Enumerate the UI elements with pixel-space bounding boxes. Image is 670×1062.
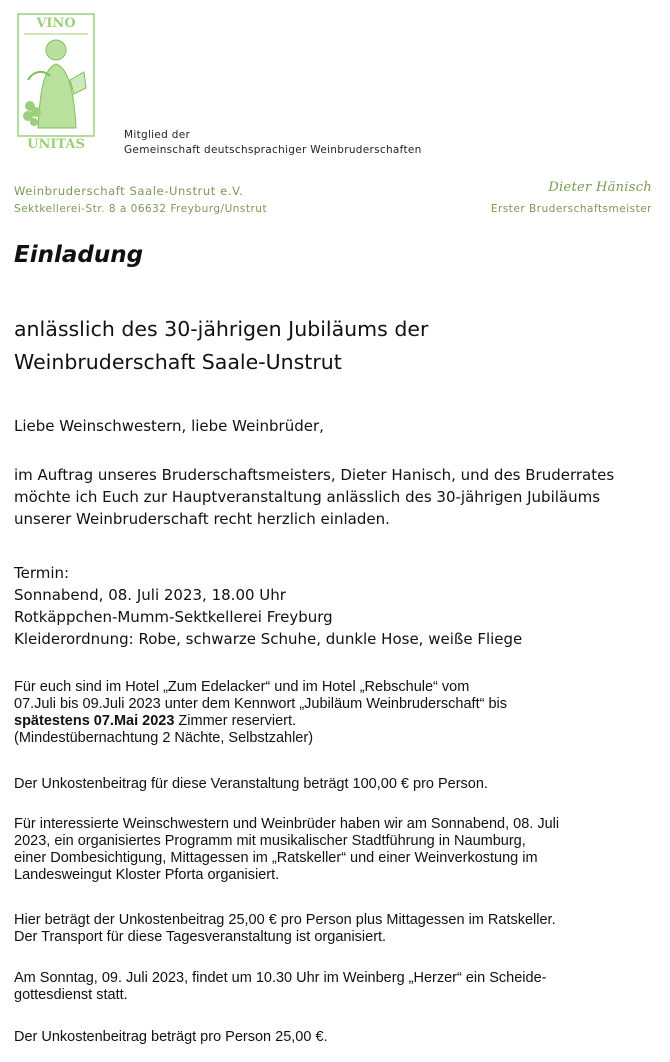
hotel-line: Für euch sind im Hotel „Zum Edelacker“ und im Hotel „Rebschule“ vom [14,679,470,695]
intro-line: unserer Weinbruderschaft recht herzlich einladen. [14,510,390,528]
program-line: einer Dombesichtigung, Mittagessen im „Ratskeller“ und einer Weinverkostung im [14,850,538,866]
master-title: Erster Bruderschaftsmeister [490,203,652,215]
hotel-paragraph [14,679,659,747]
subtitle-line: anlässlich des 30-jährigen Jubiläums der [14,317,429,341]
master-signature: Dieter Hänisch [548,180,652,195]
program-cost-line: Der Transport für diese Tagesveranstaltung ist organisiert. [14,929,387,945]
termin-location: Rotkäppchen-Mumm-Sektkellerei Freyburg [14,608,333,626]
hotel-line-rest: Zimmer reserviert. [174,713,297,729]
program-line: Landesweingut Kloster Pforta organisiert. [14,867,280,883]
org-address: Sektkellerei-Str. 8 a 06632 Freyburg/Unstrut [14,203,268,215]
hotel-line: (Mindestübernachtung 2 Nächte, Selbstzahler) [14,730,314,746]
vino-unitas-emblem-icon [14,10,98,152]
svg-text:VINO: VINO [36,16,76,31]
page-title: Einladung [14,242,144,268]
greeting: Liebe Weinschwestern, liebe Weinbrüder, [14,417,324,435]
program-line: 2023, ein organisiertes Programm mit musikalischer Stadtführung in Naumburg, [14,833,526,849]
program-line: Für interessierte Weinschwestern und Weinbrüder haben wir am Sonnabend, 08. Juli [14,816,560,832]
program-cost-paragraph [14,912,659,946]
termin-label: Termin: [14,564,70,582]
membership-line-1: Mitglied der [124,129,191,141]
intro-line: möchte ich Euch zur Hauptveranstaltung anlässlich des 30-jährigen Jubiläums [14,488,601,506]
sunday-line: gottesdienst statt. [14,987,128,1003]
svg-text:UNITAS: UNITAS [27,137,85,152]
sunday-paragraph [14,970,659,1004]
reservation-deadline: spätestens 07.Mai 2023 [14,713,175,729]
program-cost-line: Hier beträgt der Unkostenbeitrag 25,00 € pro Person plus Mittagessen im Ratskeller. [14,912,556,928]
membership-line-2: Gemeinschaft deutschsprachiger Weinbruderschaften [124,144,422,156]
sunday-line: Am Sonntag, 09. Juli 2023, findet um 10.30 Uhr im Weinberg „Herzer“ ein Scheide- [14,970,547,986]
membership-note [124,128,422,158]
subtitle-line: Weinbruderschaft Saale-Unstrut [14,350,342,374]
brotherhood-logo [14,10,98,152]
sunday-cost: Der Unkostenbeitrag beträgt pro Person 25,00 €. [14,1029,328,1045]
cost-main: Der Unkostenbeitrag für diese Veranstaltung beträgt 100,00 € pro Person. [14,776,488,792]
hotel-line: 07.Juli bis 09.Juli 2023 unter dem Kennwort „Jubiläum Weinbruderschaft“ bis [14,696,507,712]
subtitle [14,313,428,379]
termin-dress-code: Kleiderordnung: Robe, schwarze Schuhe, dunkle Hose, weiße Fliege [14,630,523,648]
org-name: Weinbruderschaft Saale-Unstrut e.V. [14,184,244,198]
intro-paragraph [14,464,614,530]
intro-line: im Auftrag unseres Bruderschaftsmeisters, Dieter Hanisch, und des Bruderrates [14,466,615,484]
termin-date: Sonnabend, 08. Juli 2023, 18.00 Uhr [14,586,286,604]
termin-block [14,562,522,650]
program-paragraph [14,816,659,884]
hotel-line [14,713,659,730]
